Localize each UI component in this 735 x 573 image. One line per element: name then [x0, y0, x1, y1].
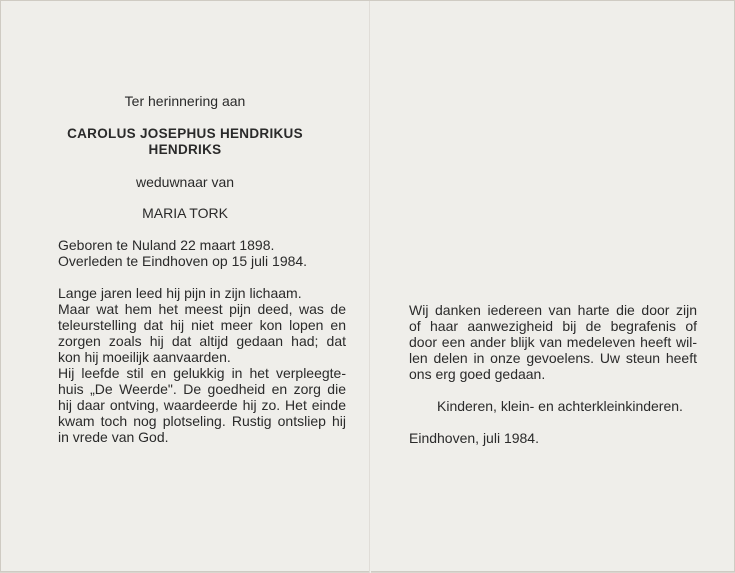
text-line: in vrede van God. [58, 429, 169, 445]
text-line: teleurstelling dat hij niet meer kon lopen en [58, 317, 346, 333]
text-line: kwam toch nog plotseling. Rustig ontsliep hij [58, 413, 346, 429]
text-line: Lange jaren leed hij pijn in zijn lichaam. [58, 285, 302, 301]
text-line: kon hij moeilijk aanvaarden. [58, 349, 231, 365]
deceased-name-line-1: CAROLUS JOSEPHUS HENDRIKUS [67, 126, 303, 141]
text-line: Maar wat hem het meest pijn deed, was de [58, 301, 346, 317]
signature-line: Kinderen, klein- en achterkleinkinderen. [437, 398, 683, 414]
text-line: Wij danken iedereen van harte die door zijn [409, 302, 697, 318]
text-line: door een ander blijk van medeleven heeft wil- [409, 334, 697, 350]
text-line: of haar aanwezigheid bij de begrafenis of [409, 318, 697, 334]
text-line: huis „De Weerde". De goedheid en zorg die [58, 381, 346, 397]
spouse-name: MARIA TORK [142, 205, 228, 221]
relation-text: weduwnaar van [135, 174, 235, 190]
text-line: Hij leefde stil en gelukkig in het verpleegte- [58, 365, 346, 381]
text-line: ons erg goed gedaan. [409, 366, 546, 382]
text-line: zorgen zoals hij dat altijd gedaan had; dat [58, 333, 346, 349]
deceased-name-line-2: HENDRIKS [148, 142, 222, 157]
left-page [1, 1, 369, 573]
memorial-heading: Ter herinnering aan [124, 93, 246, 109]
text-line: hij daar ontving, waardeerde hij zo. Het einde [58, 397, 346, 413]
birth-line: Geboren te Nuland 22 maart 1898. [58, 237, 275, 253]
death-line: Overleden te Eindhoven op 15 juli 1984. [58, 253, 308, 269]
text-line: len delen in onze gevoelens. Uw steun heeft [409, 350, 697, 366]
right-page [371, 1, 735, 573]
place-date: Eindhoven, juli 1984. [409, 430, 539, 446]
